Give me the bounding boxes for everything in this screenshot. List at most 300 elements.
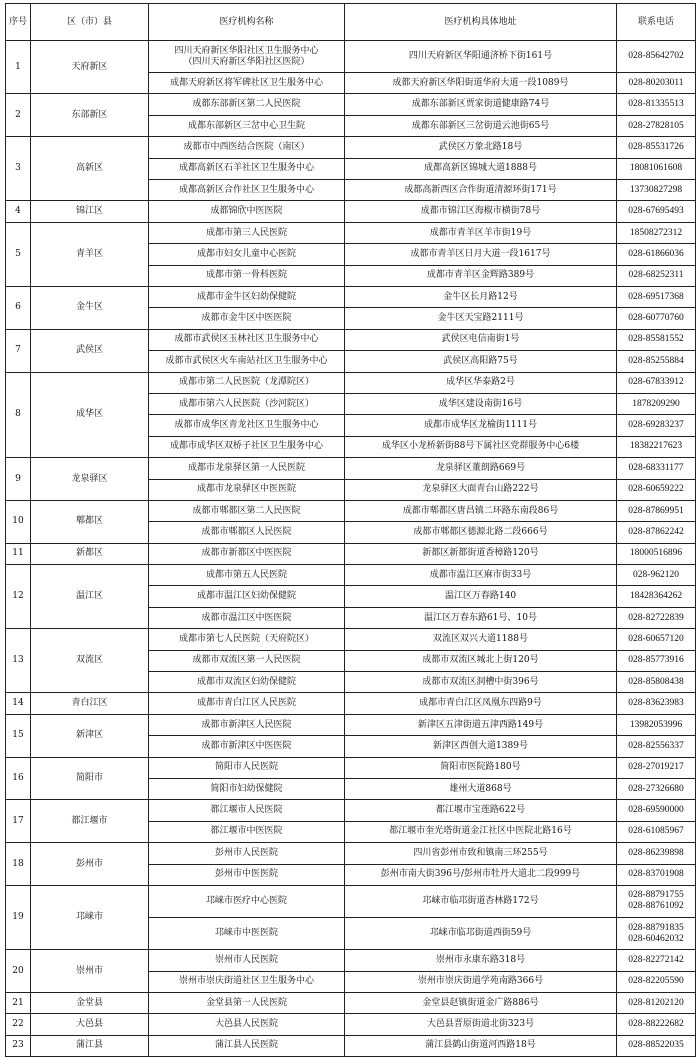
institution-address: 成都高新西区合作街道清源环街171号 <box>345 180 617 201</box>
institution-address: 成都市成华区龙榆街1111号 <box>345 415 617 436</box>
contact-phone-line: 028-82205590 <box>628 976 684 987</box>
institution-name <box>149 885 345 917</box>
contact-phone-line: 18428364262 <box>629 591 683 602</box>
contact-phone-line: 028-88791755 <box>628 890 684 901</box>
institution-name-line: 成都市金牛区妇幼保健院 <box>196 291 296 302</box>
institution-name-line: 崇州市人民医院 <box>214 954 278 965</box>
institution-name <box>149 500 345 521</box>
contact-phone-line: 028-67695493 <box>628 206 684 217</box>
table-row <box>6 693 696 714</box>
table-row <box>6 565 696 586</box>
institution-name-line: 成都东部新区第二人民医院 <box>192 99 301 110</box>
institution-address: 成都市郫都区德源北路二段666号 <box>345 522 617 543</box>
row-seq: 7 <box>6 329 31 372</box>
institution-address: 龙泉驿区大面青台山路222号 <box>345 479 617 500</box>
institution-address: 邛崃市临邛街道西街59号 <box>345 918 617 950</box>
row-district: 金牛区 <box>31 287 149 330</box>
contact-phone-line: 13982053996 <box>629 719 683 730</box>
contact-phone <box>617 372 696 393</box>
institution-name-line: 成都市武侯区火车南站社区卫生服务中心 <box>165 355 328 366</box>
table-row <box>6 1014 696 1035</box>
institution-name <box>149 458 345 479</box>
contact-phone <box>617 971 696 992</box>
institution-name-line: 大邑县人民医院 <box>214 1018 278 1029</box>
contact-phone <box>617 800 696 821</box>
institution-name <box>149 329 345 350</box>
institution-name-line: 成都市武侯区玉林社区卫生服务中心 <box>174 334 319 345</box>
contact-phone-line: 028-68252311 <box>628 270 684 281</box>
institution-name <box>149 522 345 543</box>
hospital-table <box>5 3 696 1057</box>
row-district: 简阳市 <box>31 757 149 800</box>
row-seq: 2 <box>6 94 31 137</box>
institution-name <box>149 992 345 1013</box>
institution-name <box>149 778 345 799</box>
row-district: 天府新区 <box>31 41 149 94</box>
institution-address: 四川天府新区华阳通济桥下街161号 <box>345 41 617 73</box>
table-row <box>6 222 696 243</box>
institution-address: 简阳市医院路180号 <box>345 757 617 778</box>
contact-phone-line: 028-81202120 <box>628 997 684 1008</box>
contact-phone <box>617 265 696 286</box>
institution-address: 成华区小龙桥新街88号下属社区党群服务中心6楼 <box>345 436 617 457</box>
contact-phone-line: 028-27828105 <box>628 120 684 131</box>
institution-name <box>149 479 345 500</box>
institution-name <box>149 94 345 115</box>
institution-address: 成都天府新区华阳街道华府大道一段1089号 <box>345 73 617 94</box>
header-row <box>6 4 696 41</box>
row-seq: 8 <box>6 372 31 458</box>
institution-name-line: 成都市新都区中医医院 <box>201 548 292 559</box>
institution-name <box>149 201 345 222</box>
row-district: 都江堰市 <box>31 800 149 843</box>
institution-name <box>149 158 345 179</box>
contact-phone-line: 028-85255884 <box>628 355 684 366</box>
institution-name-line: 成都市新津区中医医院 <box>201 740 292 751</box>
contact-phone-line: 028-69283237 <box>628 420 684 431</box>
contact-phone <box>617 137 696 158</box>
institution-address: 都江堰市宝莲路622号 <box>345 800 617 821</box>
row-seq: 22 <box>6 1014 31 1035</box>
contact-phone <box>617 244 696 265</box>
table-row <box>6 500 696 521</box>
contact-phone <box>617 629 696 650</box>
row-district: 锦江区 <box>31 201 149 222</box>
institution-name-line: 成都市第三人民医院 <box>205 227 287 238</box>
header-phone: 联系电话 <box>617 4 696 41</box>
institution-name-line: 成都市中西医结合医院（南区） <box>183 141 310 152</box>
row-district: 彭州市 <box>31 843 149 886</box>
row-seq: 10 <box>6 500 31 543</box>
institution-name-line: 邛崃市医疗中心医院 <box>205 895 287 906</box>
contact-phone-line: 028-83623983 <box>628 698 684 709</box>
institution-address: 成都高新区锦城大道1888号 <box>345 158 617 179</box>
institution-address: 金牛区天宝路2111号 <box>345 308 617 329</box>
institution-address: 成都市青白江区凤凰东四路9号 <box>345 693 617 714</box>
row-seq: 20 <box>6 950 31 993</box>
contact-phone-line: 18508272312 <box>629 227 683 238</box>
row-seq: 1 <box>6 41 31 94</box>
contact-phone <box>617 543 696 564</box>
table-row <box>6 885 696 917</box>
contact-phone <box>617 693 696 714</box>
contact-phone-line: 028-88791835 <box>628 922 684 933</box>
institution-address: 新津区西创大道1389号 <box>345 736 617 757</box>
row-seq: 13 <box>6 629 31 693</box>
table-row <box>6 543 696 564</box>
institution-address: 金牛区长月路12号 <box>345 287 617 308</box>
institution-name-line: 成都市第一骨科医院 <box>205 270 287 281</box>
institution-name <box>149 115 345 136</box>
institution-name <box>149 222 345 243</box>
institution-name-line: 都江堰市人民医院 <box>210 805 283 816</box>
contact-phone <box>617 158 696 179</box>
institution-name <box>149 950 345 971</box>
contact-phone-line: 028-60462032 <box>628 933 684 944</box>
contact-phone <box>617 73 696 94</box>
contact-phone-line: 028-962120 <box>633 569 679 580</box>
row-district: 大邑县 <box>31 1014 149 1035</box>
row-district: 金堂县 <box>31 992 149 1013</box>
institution-name <box>149 843 345 864</box>
institution-address: 成都市锦江区海椒市横街78号 <box>345 201 617 222</box>
table-row <box>6 800 696 821</box>
contact-phone <box>617 201 696 222</box>
institution-name-line: 成都市郫都区第二人民医院 <box>192 505 301 516</box>
institution-name-line: 崇州市崇庆街道社区卫生服务中心 <box>178 976 314 987</box>
institution-address: 崇州市永康东路318号 <box>345 950 617 971</box>
institution-name <box>149 180 345 201</box>
contact-phone-line: 028-85773916 <box>628 655 684 666</box>
institution-name-line: 成都市妇女儿童中心医院 <box>196 248 296 259</box>
row-seq: 16 <box>6 757 31 800</box>
row-seq: 5 <box>6 222 31 286</box>
institution-name-line: 都江堰市中医医院 <box>210 826 283 837</box>
institution-address: 成都市青羊区羊市街19号 <box>345 222 617 243</box>
contact-phone-line: 028-60770760 <box>628 313 684 324</box>
contact-phone <box>617 586 696 607</box>
contact-phone <box>617 458 696 479</box>
table-row <box>6 992 696 1013</box>
institution-address: 新津区五津街道五津西路149号 <box>345 714 617 735</box>
institution-name-line: 成都市第二人民医院（龙潭院区） <box>178 377 314 388</box>
contact-phone <box>617 821 696 842</box>
table-row <box>6 458 696 479</box>
table-row <box>6 41 696 73</box>
contact-phone-line: 028-68331177 <box>628 462 684 473</box>
contact-phone <box>617 565 696 586</box>
row-district: 新津区 <box>31 714 149 757</box>
contact-phone <box>617 864 696 885</box>
contact-phone <box>617 843 696 864</box>
row-seq: 18 <box>6 843 31 886</box>
contact-phone <box>617 650 696 671</box>
contact-phone-line: 028-85581552 <box>628 334 684 345</box>
contact-phone-line: 028-85808438 <box>628 676 684 687</box>
contact-phone <box>617 41 696 73</box>
institution-address: 成都市双流区洞槽中街396号 <box>345 672 617 693</box>
contact-phone-line: 028-83701908 <box>628 869 684 880</box>
institution-name <box>149 714 345 735</box>
contact-phone-line: 028-85642702 <box>628 51 684 62</box>
institution-name-line: 成都东部新区三岔中心卫生院 <box>187 120 305 131</box>
table-row <box>6 843 696 864</box>
institution-name <box>149 864 345 885</box>
row-district: 青白江区 <box>31 693 149 714</box>
contact-phone <box>617 778 696 799</box>
institution-name <box>149 607 345 628</box>
contact-phone-line: 1878209290 <box>632 398 680 409</box>
institution-name <box>149 308 345 329</box>
institution-address: 四川省彭州市致和镇南三环255号 <box>345 843 617 864</box>
contact-phone <box>617 308 696 329</box>
table-row <box>6 714 696 735</box>
contact-phone <box>617 950 696 971</box>
row-district: 龙泉驿区 <box>31 458 149 501</box>
institution-name <box>149 244 345 265</box>
contact-phone-line: 028-81335513 <box>628 99 684 110</box>
institution-name-line: 成都市成华区青龙社区卫生服务中心 <box>174 420 319 431</box>
contact-phone <box>617 757 696 778</box>
table-row <box>6 137 696 158</box>
institution-name-line: 成都市温江区中医医院 <box>201 612 292 623</box>
row-district: 温江区 <box>31 565 149 629</box>
contact-phone-line: 028-61085967 <box>628 826 684 837</box>
header-district: 区（市）县 <box>31 4 149 41</box>
institution-name <box>149 73 345 94</box>
contact-phone <box>617 1014 696 1035</box>
institution-name-line: 成都市双流区妇幼保健院 <box>196 676 296 687</box>
contact-phone <box>617 415 696 436</box>
contact-phone-line: 028-88522035 <box>628 1040 684 1051</box>
row-seq: 12 <box>6 565 31 629</box>
institution-name <box>149 672 345 693</box>
institution-address: 武侯区高阳路75号 <box>345 351 617 372</box>
institution-name <box>149 800 345 821</box>
institution-name-line: 成都市双流区第一人民医院 <box>192 655 301 666</box>
institution-name-line: 成都高新区石羊社区卫生服务中心 <box>178 163 314 174</box>
institution-name-line: 成都市新津区人民医院 <box>201 719 292 730</box>
institution-name-line: 成都市青白江区人民医院 <box>196 698 296 709</box>
table-row <box>6 287 696 308</box>
contact-phone-line: 028-27019217 <box>628 762 684 773</box>
institution-name <box>149 821 345 842</box>
institution-name-line: 彭州市人民医院 <box>214 847 278 858</box>
institution-name <box>149 265 345 286</box>
institution-address: 成都市双流区城北上街120号 <box>345 650 617 671</box>
contact-phone <box>617 222 696 243</box>
institution-name-line: 成都高新区合作社区卫生服务中心 <box>178 184 314 195</box>
institution-address: 龙泉驿区董朗路669号 <box>345 458 617 479</box>
contact-phone <box>617 672 696 693</box>
contact-phone <box>617 115 696 136</box>
row-district: 高新区 <box>31 137 149 201</box>
institution-address: 都江堰市奎光塔街道金江社区中医院北路16号 <box>345 821 617 842</box>
contact-phone-line: 18081061608 <box>629 163 683 174</box>
contact-phone-line: 18382217623 <box>629 441 683 452</box>
contact-phone-line: 028-82556337 <box>628 740 684 751</box>
contact-phone-line: 028-86239898 <box>628 847 684 858</box>
row-seq: 17 <box>6 800 31 843</box>
contact-phone <box>617 436 696 457</box>
contact-phone-line: 028-87869951 <box>628 505 684 516</box>
institution-name <box>149 736 345 757</box>
row-district: 东部新区 <box>31 94 149 137</box>
header-address: 医疗机构具体地址 <box>345 4 617 41</box>
contact-phone-line: 028-67833912 <box>628 377 684 388</box>
institution-address: 成都市青羊区金辉路389号 <box>345 265 617 286</box>
row-seq: 11 <box>6 543 31 564</box>
row-seq: 6 <box>6 287 31 330</box>
institution-name-line: 成都市温江区妇幼保健院 <box>196 591 296 602</box>
row-seq: 21 <box>6 992 31 1013</box>
contact-phone <box>617 522 696 543</box>
contact-phone <box>617 1035 696 1056</box>
institution-address: 武侯区万象北路18号 <box>345 137 617 158</box>
institution-address: 邛崃市临邛街道杏林路172号 <box>345 885 617 917</box>
table-body <box>6 41 696 1057</box>
table-row <box>6 1035 696 1056</box>
institution-name-line: 成都市第六人民医院（沙河院区） <box>178 398 314 409</box>
row-seq: 14 <box>6 693 31 714</box>
table-row <box>6 201 696 222</box>
contact-phone <box>617 351 696 372</box>
contact-phone <box>617 500 696 521</box>
institution-name-line: 成都市第七人民医院（天府院区） <box>178 633 314 644</box>
institution-address: 双流区双兴大道1188号 <box>345 629 617 650</box>
table-row <box>6 94 696 115</box>
contact-phone <box>617 607 696 628</box>
institution-name-line: 简阳市妇幼保健院 <box>210 783 283 794</box>
institution-name <box>149 351 345 372</box>
contact-phone <box>617 94 696 115</box>
institution-name <box>149 650 345 671</box>
header-seq: 序号 <box>6 4 31 41</box>
institution-name <box>149 971 345 992</box>
contact-phone <box>617 329 696 350</box>
institution-name-line: （四川天府新区华阳社区医院） <box>183 56 310 67</box>
institution-name-line: 成都市第五人民医院 <box>205 569 287 580</box>
contact-phone-line: 028-82272142 <box>628 954 684 965</box>
institution-name-line: 成都市郫都区人民医院 <box>201 526 292 537</box>
row-seq: 4 <box>6 201 31 222</box>
row-district: 双流区 <box>31 629 149 693</box>
institution-address: 温江区万春东路61号、10号 <box>345 607 617 628</box>
contact-phone <box>617 714 696 735</box>
row-seq: 19 <box>6 885 31 949</box>
contact-phone-line: 028-88761092 <box>628 901 684 912</box>
institution-name-line: 成都市龙泉驿区第一人民医院 <box>187 462 305 473</box>
contact-phone-line: 028-69590000 <box>628 805 684 816</box>
institution-address: 温江区万春路140 <box>345 586 617 607</box>
table-row <box>6 950 696 971</box>
row-seq: 15 <box>6 714 31 757</box>
institution-name <box>149 693 345 714</box>
contact-phone-line: 028-82722839 <box>628 612 684 623</box>
institution-name-line: 成都天府新区将军碑社区卫生服务中心 <box>169 77 323 88</box>
institution-address: 成都市温江区麻市街33号 <box>345 565 617 586</box>
header-name: 医疗机构名称 <box>149 4 345 41</box>
institution-name-line: 简阳市人民医院 <box>214 762 278 773</box>
institution-address: 新都区新都街道香樟路120号 <box>345 543 617 564</box>
row-district: 武侯区 <box>31 329 149 372</box>
row-district: 郫都区 <box>31 500 149 543</box>
institution-name <box>149 372 345 393</box>
contact-phone <box>617 287 696 308</box>
contact-phone-line: 028-80203011 <box>628 77 684 88</box>
contact-phone-line: 13730827298 <box>629 184 683 195</box>
contact-phone-line: 18000516896 <box>629 548 683 559</box>
institution-name <box>149 41 345 73</box>
institution-address: 武侯区电信南街1号 <box>345 329 617 350</box>
table-row <box>6 757 696 778</box>
row-seq: 9 <box>6 458 31 501</box>
institution-address: 成都市青羊区日月大道一段1617号 <box>345 244 617 265</box>
contact-phone <box>617 885 696 917</box>
row-seq: 23 <box>6 1035 31 1056</box>
institution-address: 成华区华泰路2号 <box>345 372 617 393</box>
institution-address: 崇州市崇庆街道学苑南路366号 <box>345 971 617 992</box>
institution-name <box>149 436 345 457</box>
row-district: 青羊区 <box>31 222 149 286</box>
institution-name <box>149 137 345 158</box>
institution-name-line: 成都市成华区双桥子社区卫生服务中心 <box>169 441 323 452</box>
institution-address: 成都东部新区贾家街道健康路74号 <box>345 94 617 115</box>
institution-address: 金堂县赵镇街道金广路886号 <box>345 992 617 1013</box>
contact-phone-line: 028-88222682 <box>628 1018 684 1029</box>
institution-name-line: 成都锦欣中医医院 <box>210 206 283 217</box>
institution-address: 成华区建设南街16号 <box>345 393 617 414</box>
row-district: 成华区 <box>31 372 149 458</box>
institution-name <box>149 1014 345 1035</box>
institution-name-line: 金堂县第一人民医院 <box>205 997 287 1008</box>
institution-address: 大邑县晋原街道北街323号 <box>345 1014 617 1035</box>
institution-name <box>149 1035 345 1056</box>
contact-phone-line: 028-87862242 <box>628 526 684 537</box>
table-row <box>6 372 696 393</box>
table-row <box>6 329 696 350</box>
table-row <box>6 629 696 650</box>
institution-address: 雄州大道868号 <box>345 778 617 799</box>
row-district: 蒲江县 <box>31 1035 149 1056</box>
contact-phone-line: 028-60657120 <box>628 633 684 644</box>
contact-phone <box>617 393 696 414</box>
contact-phone <box>617 180 696 201</box>
institution-address: 蒲江县鹤山街道河西路18号 <box>345 1035 617 1056</box>
row-district: 邛崃市 <box>31 885 149 949</box>
institution-name-line: 四川天府新区华阳社区卫生服务中心 <box>174 45 319 56</box>
institution-name-line: 成都市龙泉驿区中医医院 <box>196 484 296 495</box>
contact-phone-line: 028-27326680 <box>628 783 684 794</box>
contact-phone <box>617 479 696 500</box>
row-district: 新都区 <box>31 543 149 564</box>
institution-name <box>149 757 345 778</box>
institution-address: 成都东部新区三岔街道云池街65号 <box>345 115 617 136</box>
institution-name <box>149 287 345 308</box>
contact-phone-line: 028-69517368 <box>628 291 684 302</box>
contact-phone-line: 028-85531726 <box>628 141 684 152</box>
row-district: 崇州市 <box>31 950 149 993</box>
contact-phone <box>617 736 696 757</box>
institution-name-line: 成都市金牛区中医医院 <box>201 313 292 324</box>
contact-phone <box>617 918 696 950</box>
institution-name <box>149 565 345 586</box>
institution-name-line: 彭州市中医医院 <box>214 869 278 880</box>
institution-name-line: 蒲江县人民医院 <box>214 1040 278 1051</box>
institution-address: 成都市郫都区唐昌镇二环路东南段86号 <box>345 500 617 521</box>
contact-phone-line: 028-60659222 <box>628 484 684 495</box>
institution-name <box>149 393 345 414</box>
